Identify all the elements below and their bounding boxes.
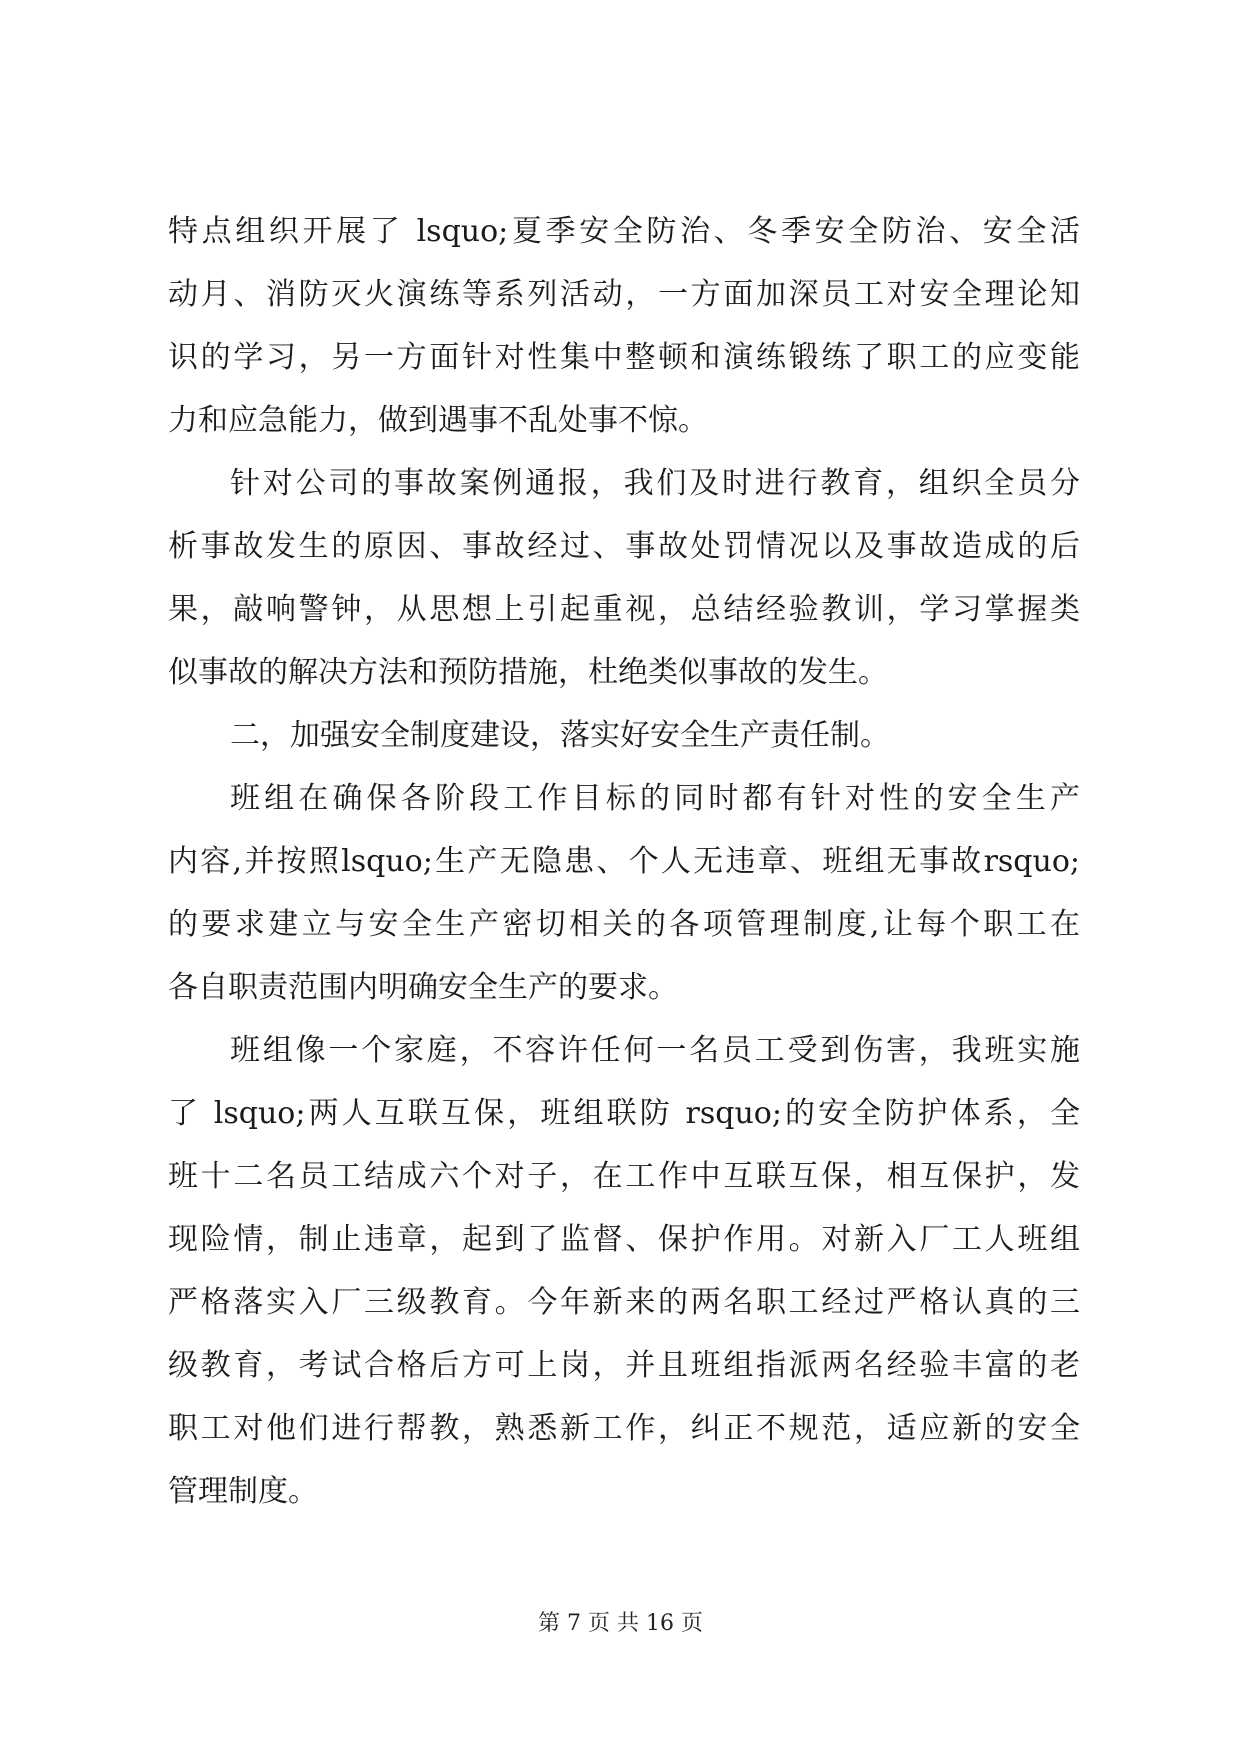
text-line: 各自职责范围内明确安全生产的要求。 (168, 970, 678, 1005)
text-line: 内容,并按照lsquo;生产无隐患、个人无违章、班组无事故rsquo; (168, 844, 1080, 879)
text-line: 级教育，考试合格后方可上岗，并且班组指派两名经验丰富的老 (168, 1348, 1080, 1383)
text-line: 现险情，制止违章，起到了监督、保护作用。对新入厂工人班组 (168, 1222, 1080, 1257)
text-line: 严格落实入厂三级教育。今年新来的两名职工经过严格认真的三 (168, 1285, 1080, 1320)
text-line: 班组在确保各阶段工作目标的同时都有针对性的安全生产 (230, 781, 1080, 816)
text-line: 析事故发生的原因、事故经过、事故处罚情况以及事故造成的后 (168, 529, 1080, 564)
text-line: 的要求建立与安全生产密切相关的各项管理制度,让每个职工在 (168, 907, 1080, 942)
text-line: 力和应急能力，做到遇事不乱处事不惊。 (168, 403, 708, 438)
text-line: 动月、消防灭火演练等系列活动，一方面加深员工对安全理论知 (168, 277, 1080, 312)
text-line: 针对公司的事故案例通报，我们及时进行教育，组织全员分 (230, 466, 1080, 501)
text-line: 了 lsquo;两人互联互保，班组联防 rsquo;的安全防护体系，全 (168, 1096, 1080, 1131)
text-line: 管理制度。 (168, 1474, 318, 1509)
text-line: 职工对他们进行帮教，熟悉新工作，纠正不规范，适应新的安全 (168, 1411, 1080, 1446)
text-line: 二，加强安全制度建设，落实好安全生产责任制。 (230, 718, 890, 753)
text-line: 似事故的解决方法和预防措施，杜绝类似事故的发生。 (168, 655, 888, 690)
document-body (168, 200, 1080, 1523)
page-footer: 第 7 页 共 16 页 (538, 1611, 703, 1636)
text-line: 班组像一个家庭，不容许任何一名员工受到伤害，我班实施 (230, 1033, 1080, 1068)
text-line: 特点组织开展了 lsquo;夏季安全防治、冬季安全防治、安全活 (168, 214, 1080, 249)
text-line: 班十二名员工结成六个对子，在工作中互联互保，相互保护，发 (168, 1159, 1080, 1194)
text-line: 识的学习，另一方面针对性集中整顿和演练锻练了职工的应变能 (168, 340, 1080, 375)
text-line: 果，敲响警钟，从思想上引起重视，总结经验教训，学习掌握类 (168, 592, 1080, 627)
